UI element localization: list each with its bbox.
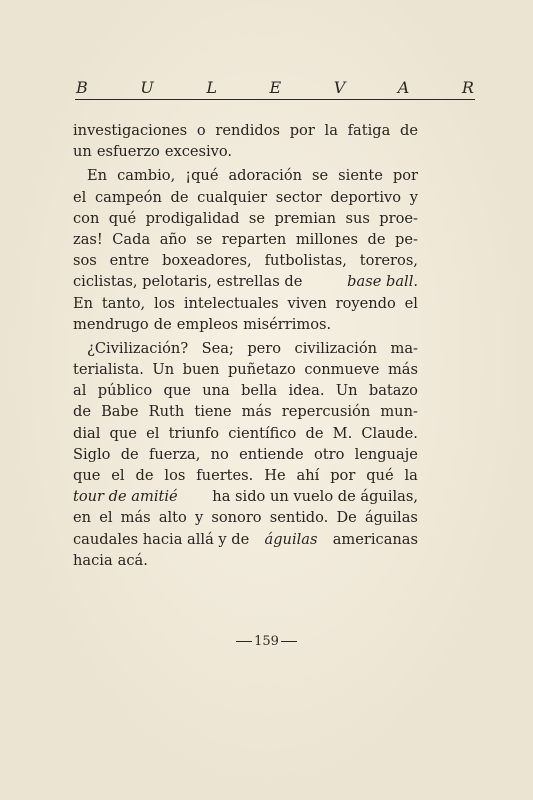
text-line: al público que una bella idea. Un batazo <box>73 382 418 400</box>
text-line: Siglo de fuerza, no entiende otro lenguaje <box>73 445 418 463</box>
text-segment-italic: base ball. <box>347 273 418 291</box>
text-line: hacia acá. <box>73 551 148 569</box>
text-line <box>73 486 418 507</box>
text-line: de Babe Ruth tiene más repercusión mun- <box>73 403 418 421</box>
text-segment: ha sido un vuelo de águilas, <box>212 488 418 506</box>
dash-left <box>236 641 252 642</box>
text-segment: caudales hacia allá y de <box>73 530 250 548</box>
header-letter: B <box>76 78 88 97</box>
text-line: En tanto, los intelectuales viven royendo el <box>73 294 418 312</box>
text-line: sos entre boxeadores, futbolistas, toreros, <box>73 252 418 270</box>
text-line: que el de los fuertes. He ahí por qué la <box>73 467 418 484</box>
header-letter: E <box>269 78 282 97</box>
header-title <box>75 78 475 98</box>
text-line: un esfuerzo excesivo. <box>73 143 233 161</box>
header-letter: R <box>461 78 474 97</box>
text-line: con qué prodigalidad se premian sus proe- <box>73 209 418 227</box>
text-line: en el más alto y sonoro sentido. De águilas <box>73 509 418 527</box>
text-line: zas! Cada año se reparten millones de pe- <box>73 230 418 248</box>
text-line: En cambio, ¡qué adoración se siente por <box>87 167 418 185</box>
dash-right <box>281 641 297 642</box>
header-rule <box>75 99 475 100</box>
text-segment: americanas <box>332 530 418 548</box>
page-footer <box>0 634 533 649</box>
header-letter: U <box>140 78 154 97</box>
text-line: el campeón de cualquier sector deportivo y <box>73 188 418 206</box>
text-segment-italic: tour de amitié <box>73 488 178 506</box>
text-line <box>73 271 418 292</box>
text-segment: ciclistas, pelotaris, estrellas de <box>73 273 303 291</box>
text-line: dial que el triunfo científico de M. Claude. <box>73 424 418 442</box>
page-number: 159 <box>254 634 279 649</box>
header-letter: V <box>333 78 346 97</box>
header-letter: L <box>206 78 217 97</box>
text-line: investigaciones o rendidos por la fatiga de <box>73 122 418 139</box>
text-line <box>73 529 418 550</box>
text-line: terialista. Un buen puñetazo conmueve más <box>73 361 418 379</box>
text-line: mendrugo de empleos misérrimos. <box>73 315 332 333</box>
running-header <box>75 78 475 102</box>
header-letter: A <box>397 78 410 97</box>
body-text <box>73 120 418 571</box>
text-segment-italic: águilas <box>264 530 318 548</box>
text-line: ¿Civilización? Sea; pero civilización ma- <box>87 339 418 357</box>
